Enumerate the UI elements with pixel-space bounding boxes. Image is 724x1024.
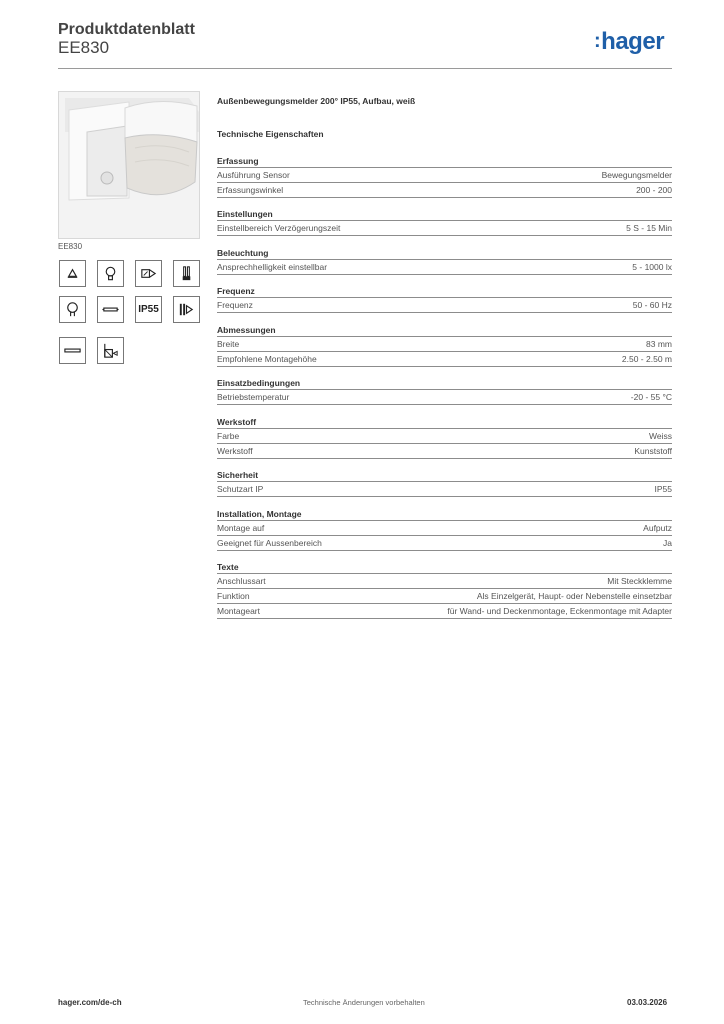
table-row [217, 444, 672, 459]
hager-logo [594, 28, 664, 56]
strip-icon [59, 337, 86, 364]
table-row [217, 337, 672, 352]
group-title: Frequenz [217, 285, 672, 298]
row-label: Empfohlene Montagehöhe [217, 354, 317, 364]
spec-group-einsatzbedingungen [217, 377, 672, 405]
logo-dots: : [594, 30, 601, 52]
row-label: Frequenz [217, 300, 253, 310]
logo-text: hager [601, 28, 665, 55]
spec-group-frequenz [217, 285, 672, 313]
ip55-label: IP55 [135, 296, 162, 323]
row-value: Ja [663, 538, 672, 548]
row-value: Mit Steckklemme [607, 576, 672, 586]
table-row [217, 390, 672, 405]
spec-group-sicherheit [217, 469, 672, 497]
footer-url[interactable]: hager.com/de-ch [58, 998, 122, 1007]
row-label: Ausführung Sensor [217, 170, 290, 180]
row-label: Ansprechhelligkeit einstellbar [217, 262, 328, 272]
table-row [217, 574, 672, 589]
row-label: Werkstoff [217, 446, 253, 456]
row-label: Geeignet für Aussenbereich [217, 538, 322, 548]
table-row [217, 168, 672, 183]
group-title: Einstellungen [217, 208, 672, 221]
group-title: Sicherheit [217, 469, 672, 482]
row-label: Farbe [217, 431, 240, 441]
row-value: für Wand- und Deckenmontage, Eckenmontage mit Adapter [447, 606, 672, 616]
row-label: Betriebstemperatur [217, 392, 290, 402]
product-photo [58, 91, 200, 239]
table-row [217, 521, 672, 536]
section-title: Technische Eigenschaften [217, 129, 324, 139]
installation-icon [97, 337, 124, 364]
table-row [217, 482, 672, 497]
row-label: Montage auf [217, 523, 265, 533]
spec-group-erfassung [217, 155, 672, 198]
photo-caption: EE830 [58, 242, 83, 251]
spec-group-einstellungen [217, 208, 672, 236]
row-value: 2.50 - 2.50 m [621, 354, 672, 364]
row-label: Funktion [217, 591, 250, 601]
product-name: Außenbewegungsmelder 200° IP55, Aufbau, weiß [217, 96, 416, 106]
table-row [217, 221, 672, 236]
bulb-icon [97, 260, 124, 287]
row-label: Breite [217, 339, 240, 349]
spec-group-abmessungen [217, 324, 672, 367]
row-value: 5 S - 15 Min [626, 223, 672, 233]
led-icon [135, 260, 162, 287]
group-title: Installation, Montage [217, 508, 672, 521]
row-label: Montageart [217, 606, 260, 616]
group-title: Abmessungen [217, 324, 672, 337]
table-row [217, 589, 672, 604]
spec-group-texte [217, 561, 672, 619]
row-label: Erfassungswinkel [217, 185, 284, 195]
row-label: Schutzart IP [217, 484, 264, 494]
table-row [217, 298, 672, 313]
row-value: IP55 [654, 484, 672, 494]
page-title: Produktdatenblatt [58, 21, 195, 38]
spec-group-werkstoff [217, 416, 672, 459]
product-code: EE830 [58, 38, 110, 57]
fluorescent-icon [173, 260, 200, 287]
row-value: Als Einzelgerät, Haupt- oder Nebenstelle einsetzbar [476, 591, 672, 601]
incandescent-icon [59, 296, 86, 323]
spec-group-beleuchtung [217, 247, 672, 275]
row-value: Bewegungsmelder [601, 170, 672, 180]
group-title: Beleuchtung [217, 247, 672, 260]
row-value: 5 - 1000 lx [632, 262, 672, 272]
row-value: 200 - 200 [636, 185, 672, 195]
row-value: 50 - 60 Hz [632, 300, 672, 310]
table-row [217, 260, 672, 275]
row-value: Kunststoff [634, 446, 672, 456]
group-title: Einsatzbedingungen [217, 377, 672, 390]
row-label: Einstellbereich Verzögerungszeit [217, 223, 341, 233]
table-row [217, 352, 672, 367]
table-row [217, 604, 672, 619]
group-title: Erfassung [217, 155, 672, 168]
group-title: Werkstoff [217, 416, 672, 429]
table-row [217, 183, 672, 198]
tube-icon [97, 296, 124, 323]
lamp-icon [59, 260, 86, 287]
header-divider [58, 68, 672, 69]
table-row [217, 429, 672, 444]
row-value: -20 - 55 °C [630, 392, 672, 402]
row-label: Anschlussart [217, 576, 266, 586]
row-value: 83 mm [646, 339, 672, 349]
group-title: Texte [217, 561, 672, 574]
spec-group-installation [217, 508, 672, 551]
footer-date: 03.03.2026 [627, 998, 668, 1007]
footer-disclaimer: Technische Änderungen vorbehalten [303, 998, 425, 1007]
table-row [217, 536, 672, 551]
row-value: Weiss [649, 431, 672, 441]
relay-icon [173, 296, 200, 323]
row-value: Aufputz [643, 523, 672, 533]
